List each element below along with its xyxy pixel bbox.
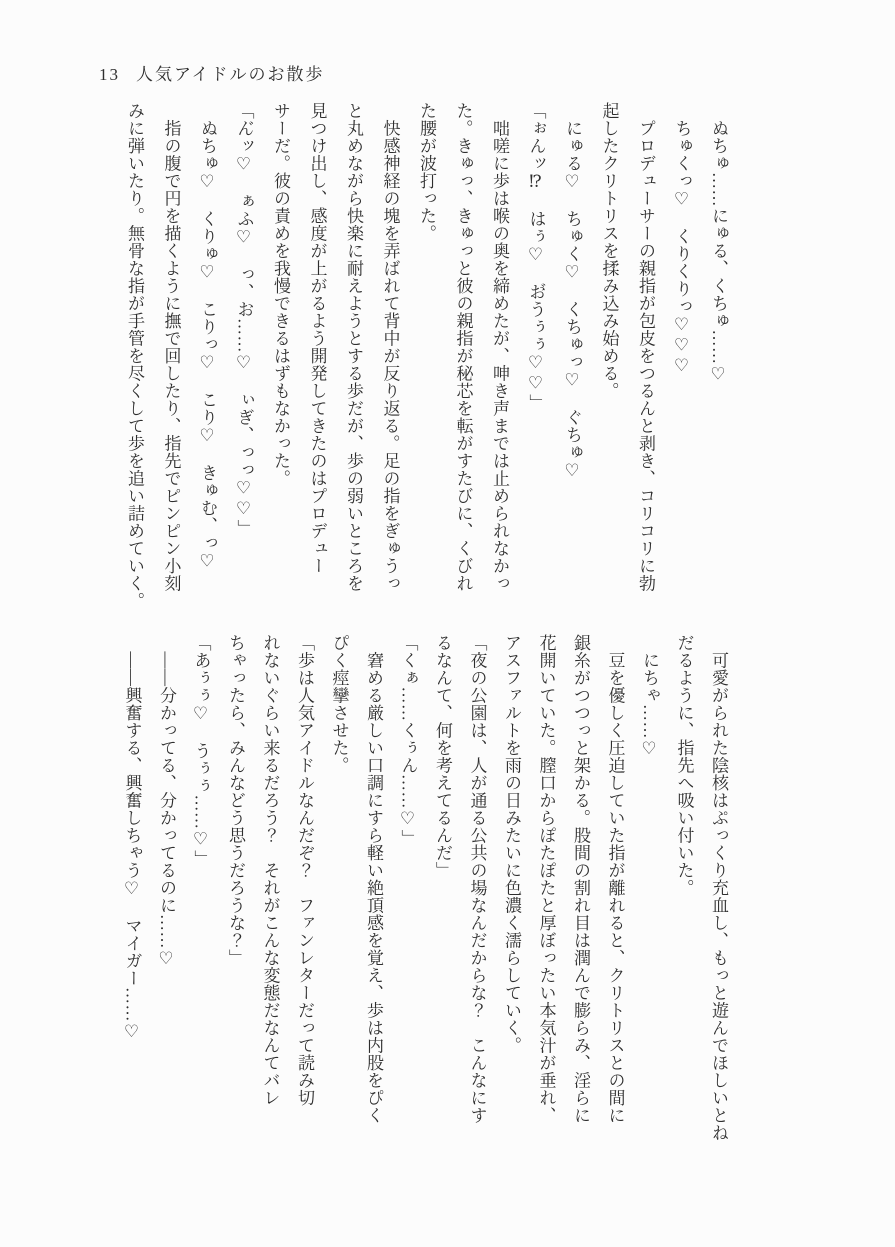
text-line: 快感神経の塊を弄ばれて背中が反り返る。足の指をぎゅうっ	[380, 102, 400, 592]
text-line: ぬちゅ♡ くりゅ♡ こりっ♡ こり♡ きゅむ、っ♡	[198, 102, 217, 572]
text-line: 指の腹で円を描くように撫で回したり、指先でピンピン小刻	[161, 102, 181, 592]
text-line: 「あぅぅ♡ うぅぅ……♡」	[191, 634, 211, 868]
text-line: ちゅくっ♡ くりくりっ♡♡♡	[672, 102, 692, 377]
text-line: ぴく痙攣させた。	[329, 634, 349, 774]
text-line: みに弾いたり。無骨な指が手管を尽くして歩を追い詰めていく。	[125, 102, 144, 610]
text-line: ——興奮する、興奮しちゃう♡ マイガー……♡	[122, 634, 142, 1043]
text-line: 「歩は人気アイドルなんだぞ？ ファンレターだって読み切	[295, 634, 314, 1107]
text-line: サーだ。彼の責めを我慢できるはずもなかった。	[271, 102, 290, 487]
text-line: にちゃ……♡	[640, 634, 659, 760]
text-line: にゅる♡ ちゅく♡ くちゅっ♡ ぐちゅ♡	[563, 102, 582, 482]
text-line: 咄嗟に歩は喉の奥を締めたが、呻き声までは止められなかっ	[490, 102, 509, 592]
text-line: 花開いていた。膣口からぽたぽたと厚ぼったい本気汁が垂れ、	[536, 634, 556, 1124]
text-line: 銀糸がつつっと架かる。股間の割れ目は潤んで膨らみ、淫らに	[571, 634, 590, 1124]
page-title: 人気アイドルのお散歩	[136, 65, 325, 84]
text-line: るなんて、何を考えてるんだ」	[433, 634, 452, 879]
text-line: 可愛がられた陰核はぷっくり充血し、もっと遊んでほしいとね	[709, 634, 728, 1142]
text-line: 豆を優しく圧迫していた指が離れると、クリトリスとの間に	[605, 634, 625, 1124]
running-header	[99, 60, 324, 85]
text-line: ——分かってる、分かってるのに……♡	[157, 634, 176, 970]
text-line: た腰が波打った。	[417, 102, 436, 242]
text-line: 「ん゙ッ♡ ぁふ♡ っ、お……♡ ぃぎ、っっ♡♡」	[234, 102, 254, 537]
text-line: 「くぁ……くぅん……♡」	[398, 634, 418, 847]
text-block-lower	[106, 634, 727, 1152]
text-line: ちゃったら、みんなどう思うだろうな？」	[226, 634, 245, 967]
text-line: だるように、指先へ吸い付いた。	[674, 634, 694, 897]
text-line: 見つけ出し、感度が上がるよう開発してきたのはプロデュー	[307, 102, 327, 575]
text-line: 窘める厳しい口調にすら軽い絶頂感を覚え、歩は内股をぴく	[364, 634, 383, 1124]
text-line: 「夜の公園は、人が通る公共の場なんだからな？ こんなにす	[467, 634, 487, 1124]
text-line: アスファルトを雨の日みたいに色濃く濡らしていく。	[502, 634, 521, 1054]
text-line: た。きゅっ、きゅっと彼の親指が秘芯を転がすたびに、くびれ	[453, 102, 473, 592]
text-line: 「ぉんッ⁉ はぅ♡ お゙うぅぅ♡♡」	[526, 102, 546, 412]
page-number: 13	[99, 65, 120, 84]
text-line: れないぐらい来るだろう？ それがこんな変態だなんてバレ	[260, 634, 280, 1107]
text-block-upper	[107, 102, 728, 614]
text-line: 起したクリトリスを揉み込み始める。	[599, 102, 619, 400]
text-line: プロデューサーの親指が包皮をつるんと剥き、コリコリに勃	[636, 102, 655, 592]
text-line: ぬちゅ……にゅる、くちゅ……♡	[709, 102, 728, 385]
text-line: と丸めながら快楽に耐えようとする歩だが、歩の弱いところを	[344, 102, 363, 592]
